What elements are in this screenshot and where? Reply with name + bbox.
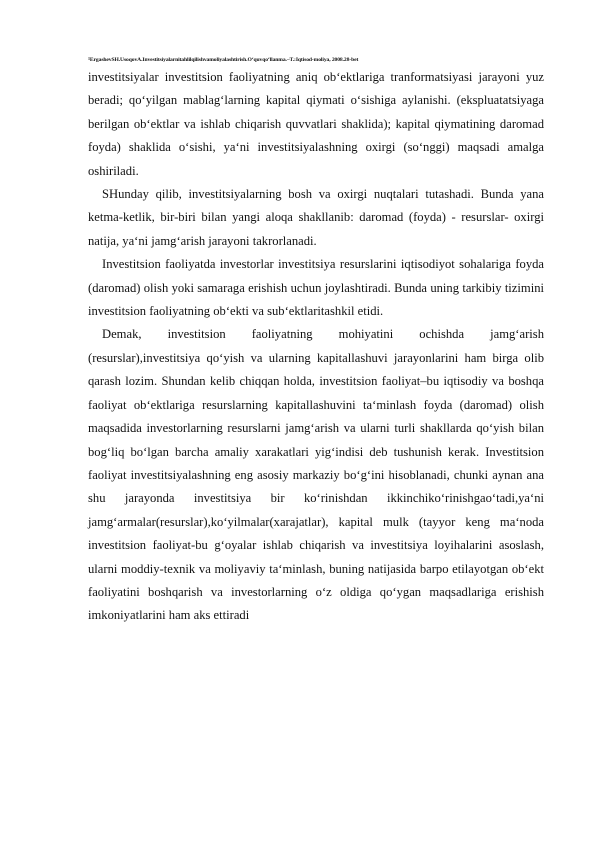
paragraph-definition: Demak, investitsion faoliyatning mohiyatini ochishda jamg‘arish (resurslar),investitsiya qo‘yish va ularning kapitallashuvi jarayonlarini ham birga olib qarash lozim. Shundan kelib chiqqan holda, investitsion faoliyat–bu iqtisodiy va boshqa faoliyat ob‘ektlariga resurslarning kapitallashuvini ta‘minlash foyda (daromad) olish maqsadida investorlarning resurslarni jamg‘arish va ularni turli shakllarda qo‘yish bilan bog‘liq bo‘lgan barcha amaliy xarakatlari yig‘indisi deb tushunish kerak. Investitsion faoliyat investitsiyalashning eng asosiy markaziy bo‘g‘ini hisoblanadi, chunki aynan ana shu jarayonda investitsiya bir ko‘rinishdan ikkinchiko‘rinishgao‘tadi,ya‘ni jamg‘armalar(resurslar),ko‘yilmalar(xarajatlar), kapital mulk (tayyor keng ma‘noda investitsion faoliyat-bu g‘oyalar ishlab chiqarish va investitsiya loyihalarini asoslash, ularni moddiy-texnik va moliyaviy ta‘minlash, buning natijasida barpo etilayotgan ob‘ekt faoliyatini boshqarish va investorlarning o‘z oldiga qo‘ygan maqsadlariga erishish imkoniyatlarini ham aks ettiradi	[88, 327, 544, 623]
paragraph-continuation: investitsiyalar investitsion faoliyatning aniq ob‘ektlariga tranformatsiyasi jarayoni yuz beradi; qo‘yilgan mablag‘larning kapital qiymati o‘sishiga aylanishi. (ekspluatatsiyaga berilgan ob‘ektlar va ishlab chiqarish quvvatlari shaklida); kapital qiymatining daromad foyda) shaklida o‘sishi, ya‘ni investitsiyalashning oxirgi (so‘nggi) maqsadi amalga oshiriladi.	[88, 70, 544, 178]
footnote-marker: 1	[88, 56, 90, 61]
footnote-text: ErgashevSH.UsoqovA.Investitsiyalarnitahlilqilishvamoliyalashtirish.O‘quvqo‘llanma.–T.:Iqtisod-moliya, 2008.28-bet	[89, 57, 359, 63]
footnote	[88, 56, 548, 64]
paragraph-investors: Investitsion faoliyatda investorlar investitsiya resurslarini iqtisodiyot sohalariga foyda (daromad) olish yoki samaraga erishish uchun joylashtiradi. Bunda uning tarkibiy tizimini investitsion faoliyatning ob‘ekti va sub‘ektlaritashkil etidi.	[88, 257, 544, 319]
body-text	[88, 66, 544, 628]
paragraph-investment-points: SHunday qilib, investitsiyalarning bosh va oxirgi nuqtalari tutashadi. Bunda yana ketma-ketlik, bir-biri bilan yangi aloqa shakllanib: daromad (foyda) - resurslar- oxirgi natija, ya‘ni jamg‘arish jarayoni takrorlanadi.	[88, 187, 544, 248]
